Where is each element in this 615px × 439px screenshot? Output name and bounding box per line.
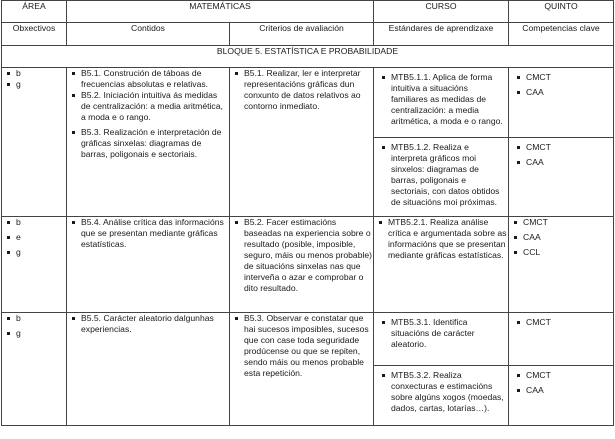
list-item: MTB5.2.1. Realiza análise crítica e argumentada sobre as informacións que se presentan mediante gráficas estatísticas. [374, 217, 508, 261]
area-label: ÁREA [2, 1, 67, 23]
course-level: QUINTO [509, 1, 614, 23]
list-item: B5.2. Iniciación intuitiva ás medidas de centralización: a media aritmética, a moda e o rango. [67, 90, 229, 123]
list-item: B5.3. Realización e interpretación de gráficas sinxelas: diagramas de barras, poligonais e sectoriais. [67, 127, 229, 160]
col-header-contidos: Contidos [67, 23, 230, 46]
list-item: e [2, 232, 66, 243]
list-item: MTB5.1.2. Realiza e interpreta gráficos moi sinxelos: diagramas de barras, poligonais e sectoriais, con datos obtidos de situacións moi próximas. [377, 142, 504, 208]
list-item: CMCT [509, 217, 613, 228]
contidos-cell [67, 217, 230, 313]
block-title: BLOQUE 5. ESTATÍSTICA E PROBABILIDADE [2, 46, 614, 68]
competency-group [509, 365, 613, 399]
list-item: CAA [512, 157, 609, 168]
estandares-cell [374, 68, 509, 217]
list-item: CAA [512, 87, 609, 98]
column-header-row [2, 23, 614, 46]
list-item: MTB5.1.1. Aplica de forma intuitiva a situacións familiares as medidas de centralización: a media aritmética, a moda e o rango. [377, 72, 504, 127]
list-item: B5.2. Facer estimacións baseadas na experiencia sobre o resultado (posible, imposible, seguro, máis ou menos probable) de situacións sinxelas nas que interveña o azar e comprobar o dito resultado. [230, 217, 373, 294]
competency-group [509, 313, 613, 365]
obxectivos-cell [2, 313, 67, 426]
list-item: b [2, 313, 66, 324]
list-item: MTB5.3.2. Realiza conxecturas e estimacións sobre algúns xogos (moedas, dados, cartas, lotarías…). [377, 370, 504, 414]
criterio-cell [230, 313, 374, 426]
contidos-cell [67, 313, 230, 426]
course-label: CURSO [374, 1, 509, 23]
list-item: MTB5.3.1. Identifica situacións de carácter aleatorio. [377, 317, 504, 350]
list-item: B5.4. Análise crítica das informacións que se presentan mediante gráficas estatísticas. [67, 217, 229, 250]
list-item: B5.5. Carácter aleatorio dalgunhas experiencias. [67, 313, 229, 335]
list-item: B5.1. Construción de táboas de frecuencias absolutas e relativas. [67, 68, 229, 90]
col-header-estandares: Estándares de aprendizaxe [374, 23, 509, 46]
list-item: B5.1. Realizar, ler e interpretar representacións gráficas dun conxunto de datos relativos ao contorno inmediato. [230, 68, 373, 112]
criterio-cell [230, 217, 374, 313]
contidos-cell [67, 68, 230, 217]
curriculum-table [1, 0, 614, 426]
competencias-cell [509, 68, 614, 217]
list-item: g [2, 328, 66, 339]
col-header-criterios: Criterios de avaliación [230, 23, 374, 46]
list-item: CMCT [512, 317, 609, 328]
obxectivos-cell [2, 68, 67, 217]
list-item: CMCT [512, 370, 609, 381]
estandares-cell [374, 217, 509, 313]
obxectivos-cell [2, 217, 67, 313]
list-item: B5.3. Observar e constatar que hai sucesos imposibles, sucesos que con case toda seguridade prodúcense ou que se repiten, sendo máis ou menos probable esta repetición. [230, 313, 373, 379]
standard-entry [374, 365, 508, 417]
list-item: CAA [512, 385, 609, 396]
criterio-cell [230, 68, 374, 217]
col-header-competencias: Competencias clave [509, 23, 614, 46]
table-row [2, 68, 614, 217]
estandares-cell [374, 313, 509, 426]
list-item: g [2, 247, 66, 258]
table-row [2, 313, 614, 426]
competency-group [509, 68, 613, 137]
standard-entry [374, 313, 508, 365]
list-item: CMCT [512, 72, 609, 83]
subject-title: MATEMÁTICAS [67, 1, 374, 23]
list-item: CMCT [512, 142, 609, 153]
list-item: CCL [509, 247, 613, 258]
list-item: g [2, 79, 66, 90]
list-item: b [2, 68, 66, 79]
competencias-cell [509, 313, 614, 426]
block-row [2, 46, 614, 68]
list-item: CAA [509, 232, 613, 243]
table-row [2, 217, 614, 313]
competencias-cell [509, 217, 614, 313]
standard-entry [374, 68, 508, 137]
competency-group [509, 137, 613, 171]
header-row [2, 1, 614, 23]
list-item: b [2, 217, 66, 228]
standard-entry [374, 137, 508, 211]
col-header-obxectivos: Obxectivos [2, 23, 67, 46]
